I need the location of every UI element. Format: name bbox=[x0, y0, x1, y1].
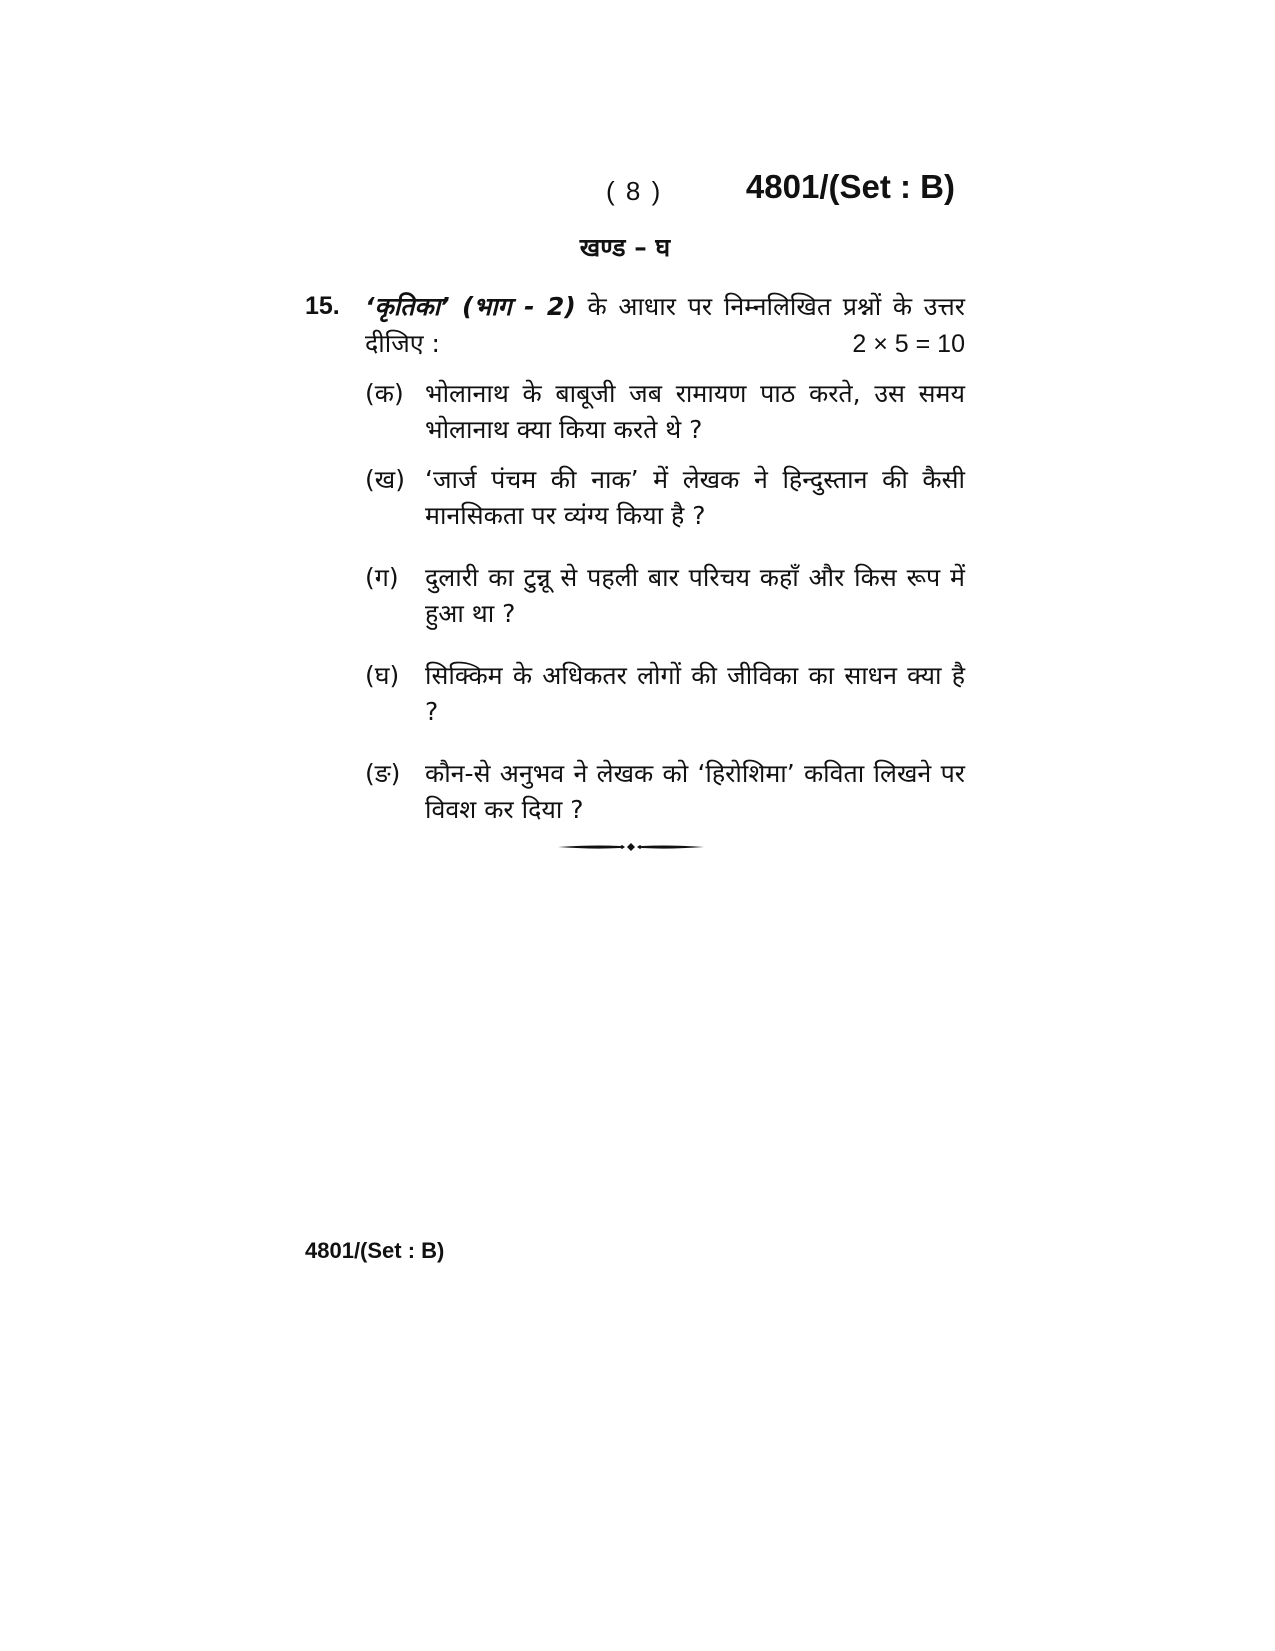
question-instruction: के आधार पर निम्नलिखित प्रश्नों के उत्तर bbox=[575, 292, 966, 321]
sub-question-label: (ग) bbox=[365, 563, 399, 592]
sub-question-text: दुलारी का टुन्नू से पहली बार परिचय कहाँ और किस रूप में हुआ था ? bbox=[425, 563, 965, 628]
question-number: 15. bbox=[305, 292, 340, 320]
sub-question bbox=[365, 462, 965, 534]
question-continuation: दीजिए : bbox=[365, 329, 440, 358]
sub-question-text: ‘जार्ज पंचम की नाक’ में लेखक ने हिन्दुस्तान की कैसी मानसिकता पर व्यंग्य किया है ? bbox=[425, 465, 965, 530]
sub-question-label: (क) bbox=[365, 379, 404, 408]
page-number: ( 8 ) bbox=[606, 176, 663, 206]
question-continuation-row bbox=[365, 325, 965, 363]
question-text bbox=[365, 288, 965, 325]
sub-question bbox=[365, 376, 965, 448]
sub-question bbox=[365, 658, 965, 730]
sub-question-text: भोलानाथ के बाबूजी जब रामायण पाठ करते, उस समय भोलानाथ क्या किया करते थे ? bbox=[425, 379, 965, 444]
question-marks: 2 × 5 = 10 bbox=[852, 330, 965, 358]
paper-code-header: 4801/(Set : B) bbox=[745, 168, 955, 205]
sub-question-list bbox=[365, 376, 965, 828]
question-15 bbox=[305, 288, 965, 363]
sub-question-label: (घ) bbox=[365, 661, 400, 690]
sub-question-label: (ङ) bbox=[365, 759, 401, 788]
sub-question-text: कौन-से अनुभव ने लेखक को ‘हिरोशिमा’ कविता लिखने पर विवश कर दिया ? bbox=[425, 759, 965, 824]
sub-question bbox=[365, 756, 965, 828]
sub-question-text: सिक्किम के अधिकतर लोगों की जीविका का साधन क्या है ? bbox=[425, 661, 965, 726]
sub-question-label: (ख) bbox=[365, 465, 405, 494]
end-ornament-icon bbox=[558, 840, 704, 854]
section-title: खण्ड – घ bbox=[579, 233, 671, 262]
question-book-title: ‘कृतिका’ (भाग - 2) bbox=[365, 292, 576, 321]
sub-question bbox=[365, 560, 965, 632]
paper-code-footer: 4801/(Set : B) bbox=[305, 1238, 445, 1263]
